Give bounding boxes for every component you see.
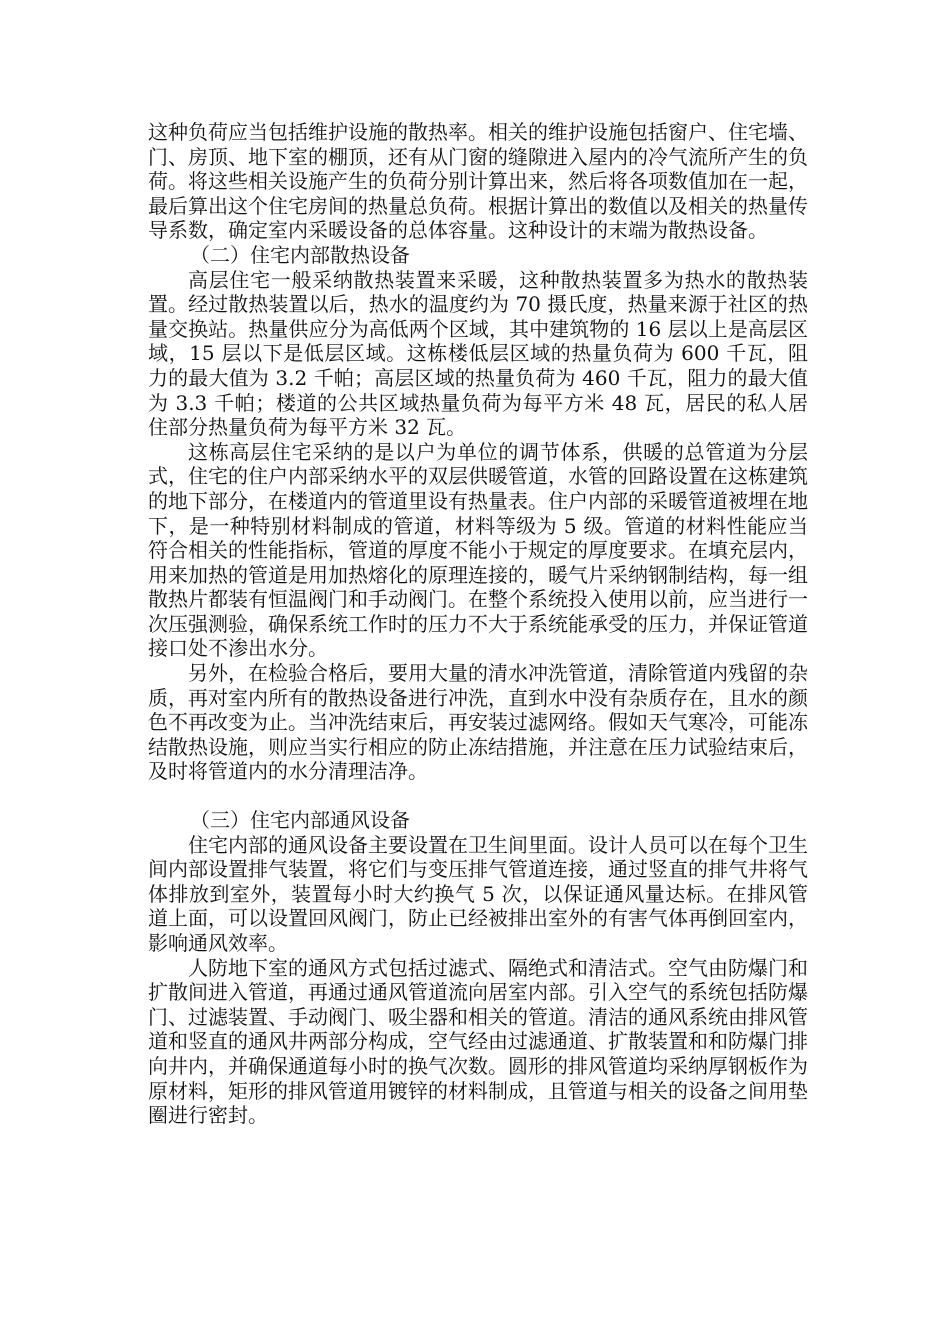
paragraph-heat-load: 这种负荷应当包括维护设施的散热率。相关的维护设施包括窗户、住宅墙、门、房顶、地下室的棚顶，还有从门窗的缝隙进入屋内的冷气流所产生的负荷。将这些相关设施产生的负荷分别计算出来，然后将各项数值加在一起，最后算出这个住宅房间的热量总负荷。根据计算出的数值以及相关的热量传导系数，确定室内采暖设备的总体容量。这种设计的末端为散热设备。 <box>148 120 808 243</box>
paragraph-heating-pipes: 这栋高层住宅采纳的是以户为单位的调节体系，供暖的总管道为分层式，住宅的住户内部采纳水平的双层供暖管道，水管的回路设置在这栋建筑的地下部分，在楼道内的管道里设有热量表。住户内部的采暖管道被埋在地下，是一种特别材料制成的管道，材料等级为 5 级。管道的材料性能应当符合相关的性能指标，管道的厚度不能小于规定的厚度要求。在填充层内，用来加热的管道是用加热熔化的原理连接的，暖气片采纳钢制结构，每一组散热片都装有恒温阀门和手动阀门。在整个系统投入使用以前，应当进行一次压强测验，确保系统工作时的压力不大于系统能承受的压力，并保证管道接口处不渗出水分。 <box>148 439 808 661</box>
paragraph-pipe-flushing: 另外，在检验合格后，要用大量的清水冲洗管道，清除管道内残留的杂质，再对室内所有的散热设备进行冲洗，直到水中没有杂质存在，且水的颜色不再改变为止。当冲洗结束后，再安装过滤网络。假如天气寒冷，可能冻结散热设施，则应当实行相应的防止冻结措施，并注意在压力试验结束后，及时将管道内的水分清理洁净。 <box>148 661 808 784</box>
paragraph-radiator-devices: 高层住宅一般采纳散热装置来采暖，这种散热装置多为热水的散热装置。经过散热装置以后，热水的温度约为 70 摄氏度，热量来源于社区的热量交换站。热量供应分为高低两个区域，其中建筑物的 16 层以上是高层区域，15 层以下是低层区域。这栋楼低层区域的热量负荷为 600 千瓦，阻力的最大值为 3.2 千帕；高层区域的热量负荷为 460 千瓦，阻力的最大值为 3.3 千帕；楼道的公共区域热量负荷为每平方米 48 瓦，居民的私人居住部分热量负荷为每平方米 32 瓦。 <box>148 267 808 440</box>
section-heading-heat-dissipation: （二）住宅内部散热设备 <box>190 242 410 267</box>
section-spacer <box>148 784 808 808</box>
paragraph-basement-ventilation: 人防地下室的通风方式包括过滤式、隔绝式和清洁式。空气由防爆门和扩散间进入管道，再通过通风管道流向居室内部。引入空气的系统包括防爆门、过滤装置、手动阀门、吸尘器和相关的管道。清洁的通风系统由排风管道和竖直的通风井两部分构成，空气经由过滤通道、扩散装置和和防爆门排向井内，并确保通道每小时的换气次数。圆形的排风管道均采纳厚钢板作为原材料，矩形的排风管道用镀锌的材料制成，且管道与相关的设备之间用垫圈进行密封。 <box>148 955 808 1128</box>
section-heading-ventilation: （三）住宅内部通风设备 <box>190 808 410 833</box>
paragraph-bathroom-ventilation: 住宅内部的通风设备主要设置在卫生间里面。设计人员可以在每个卫生间内部设置排气装置，将它们与变压排气管道连接，通过竖直的排气井将气体排放到室外，装置每小时大约换气 5 次，以保证通风量达标。在排风管道上面，可以设置回风阀门，防止已经被排出室外的有害气体再倒回室内，影响通风效率。 <box>148 832 808 955</box>
document-page <box>148 120 808 1128</box>
